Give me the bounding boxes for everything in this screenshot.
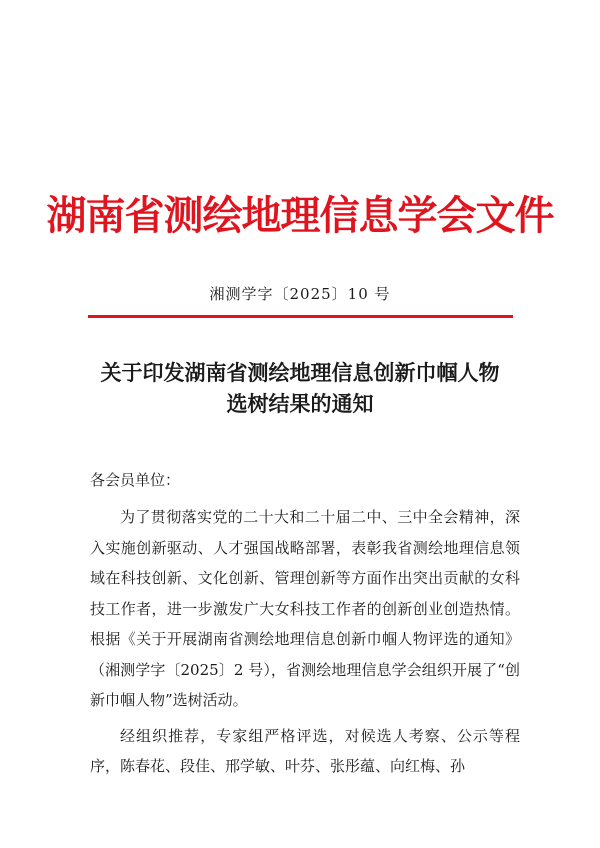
notice-title [60,357,540,419]
body-text [90,502,520,787]
document-number: 湘测学字〔2025〕10 号 [209,285,391,303]
notice-title-line-1: 关于印发湖南省测绘地理信息创新巾帼人物 [100,360,500,385]
body-paragraph-2: 经组织推荐，专家组严格评选，对候选人考察、公示等程序，陈春花、段佳、邢学敏、叶芬、张彤蕴、向红梅、孙 [90,726,520,775]
salutation: 各会员单位： [90,471,181,489]
red-divider-line [88,315,513,318]
notice-title-line-2: 选树结果的通知 [226,391,374,416]
body-paragraph-1: 为了贯彻落实党的二十大和二十届二中、三中全会精神，深入实施创新驱动、人才强国战略部署，表彰我省测绘地理信息领域在科技创新、文化创新、管理创新等方面作出突出贡献的女科技工作者，进一步激发广大女科技工作者的创新创业创造热情。根据《关于开展湖南省测绘地理信息创新巾帼人物评选的通知》（湘测学字〔2025〕2 号），省测绘地理信息学会组织开展了“创新巾帼人物”选树活动。 [90,508,520,709]
org-header-title: 湖南省测绘地理信息学会文件 [46,193,554,239]
